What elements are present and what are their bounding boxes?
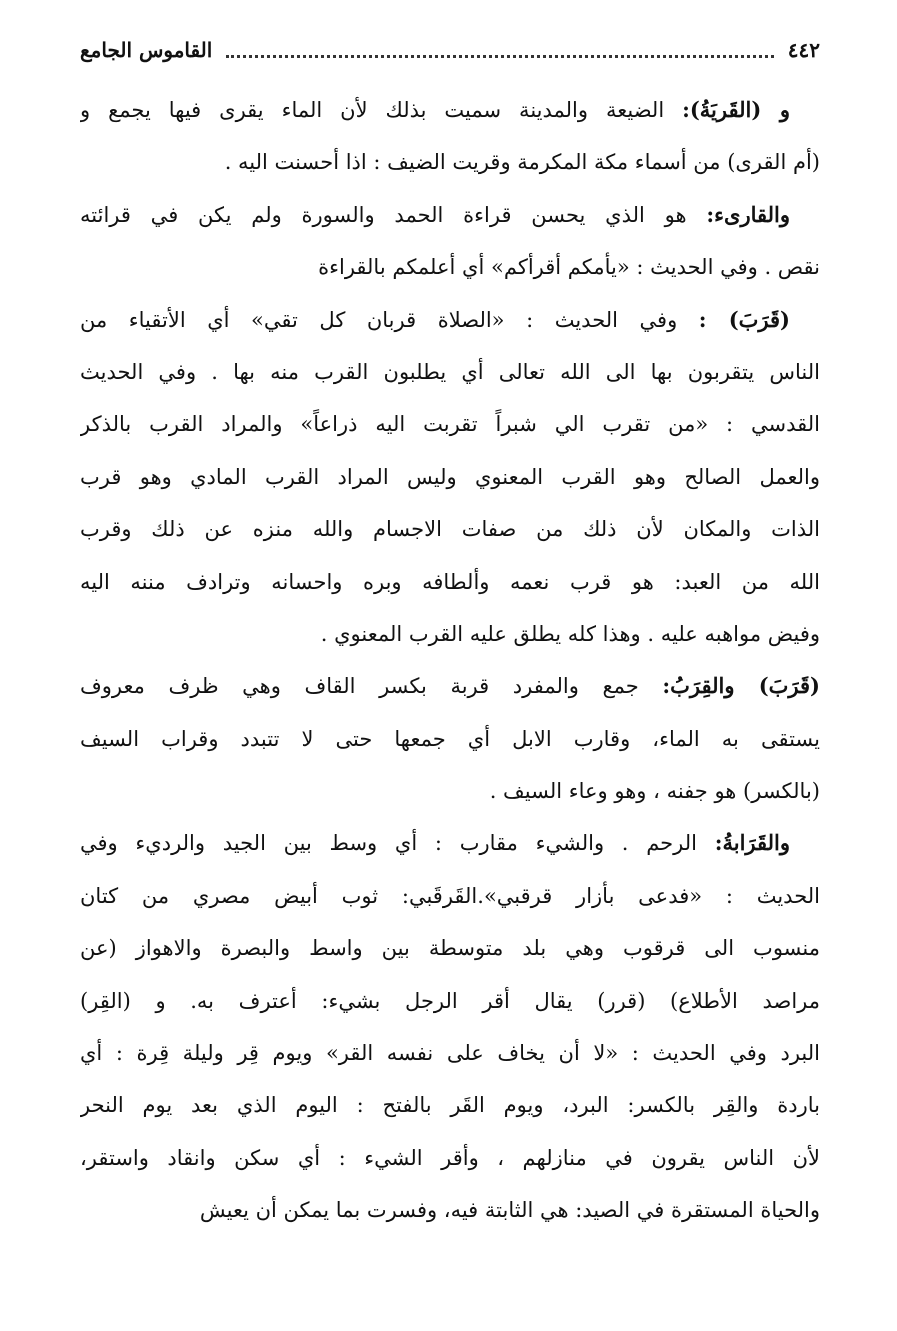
text-line [80,1079,820,1131]
entry-headword: (قَرَبَ) والقِرَبُ: [662,673,820,699]
entry-text: والعمل الصالح وهو القرب المعنوي وليس المراد القرب المادي وهو قرب [80,464,820,489]
entry-text: باردة والقِر بالكسر: البرد، ويوم القَر بالفتح : اليوم الذي بعد يوم النحر [80,1093,820,1118]
entry-qurb [80,660,820,817]
text-line [80,398,820,450]
entry-text: والحياة المستقرة في الصيد: هي الثابتة فيه، وفسرت بما يمكن أن يعيش [199,1198,820,1223]
entry-text: يستقى به الماء، وقارب الابل أي جمعها حتى لا تتبدد وقراب السيف [80,726,820,751]
entry-text: الرحم . والشيء مقارب : أي وسط بين الجيد والرديء وفي [80,831,697,856]
text-line [80,660,820,712]
entry-qaraba [80,817,820,1236]
text-line [80,1184,820,1236]
text-line [80,975,820,1027]
text-line [80,1027,820,1079]
entry-text: الضيعة والمدينة سميت بذلك لأن الماء يقرى فيها يجمع و [80,98,665,122]
text-line [80,556,820,608]
text-line [80,608,820,660]
entry-headword: والقارىء: [706,201,790,227]
text-line [80,189,820,241]
text-line [80,713,820,765]
entry-text: لأن الناس يقرون في منازلهم ، وأقر الشيء : أي سكن وانقاد واستقر، [80,1145,820,1170]
page-body [80,84,820,1237]
entry-text: الحديث : «فدعى بأزار قرقبي».القَرقَبي: ثوب أبيض مصري من كتان [80,883,820,908]
text-line [80,870,820,922]
entry-text: البرد وفي الحديث : «لا أن يخاف على نفسه القر» ويوم قِر وليلة قِرة : أي [80,1041,820,1066]
text-line [80,136,820,188]
entry-text: نقص . وفي الحديث : «يأمكم أقرأكم» أي أعلمكم بالقراءة [318,255,820,280]
entry-text: مراصد الأطلاع) (قرر) يقال أقر الرجل بشيء: أعترف به. و (القِر) [80,988,820,1013]
entry-qari [80,189,820,294]
text-line [80,346,820,398]
entry-text: هو الذي يحسن قراءة الحمد والسورة ولم يكن في قرائته [80,202,687,227]
text-line [80,241,820,293]
text-line [80,1132,820,1184]
page-number: ٤٤٢ [787,38,820,62]
text-line [80,451,820,503]
entry-qarab [80,294,820,661]
text-line [80,765,820,817]
header-dot-leader [226,55,773,58]
entry-headword: و (القَريَةُ): [682,97,791,122]
entry-text: الناس يتقربون بها الى الله تعالى أي يطلبون القرب منه بها . وفي الحديث [80,359,820,384]
entry-headword: والقَرَابةُ: [714,830,790,856]
text-line [80,503,820,555]
entry-text: جمع والمفرد قربة بكسر القاف وهي ظرف معروف [80,674,639,699]
entry-text: منسوب الى قرقوب وهي بلد متوسطة بين واسط والبصرة والاهواز (عن [80,936,820,961]
entry-text: الله من العبد: هو قرب نعمه وألطافه وبره واحسانه وترادف مننه اليه [80,569,820,594]
text-line [80,922,820,974]
text-line [80,294,820,346]
running-title: القاموس الجامع [80,38,213,62]
entry-text: (أم القرى) من أسماء مكة المكرمة وقريت الضيف : اذا أحسنت اليه . [224,150,820,175]
entry-text: وفيض مواهبه عليه . وهذا كله يطلق عليه القرب المعنوي . [320,621,820,646]
text-line [80,817,820,869]
entry-text: وفي الحديث : «الصلاة قربان كل تقي» أي الأتقياء من [80,307,678,332]
page-header [80,30,820,70]
entry-text: (بالكسر) هو جفنه ، وهو وعاء السيف . [489,779,820,804]
entry-text: القدسي : «من تقرب الي شبراً تقربت اليه ذراعاً» والمراد القرب بالذكر [80,412,820,437]
entry-text: الذات والمكان لأن ذلك من صفات الاجسام والله منزه عن ذلك وقرب [80,517,820,542]
text-line [80,84,820,136]
entry-qarya [80,84,820,189]
entry-headword: (قَرَبَ) : [698,306,790,332]
